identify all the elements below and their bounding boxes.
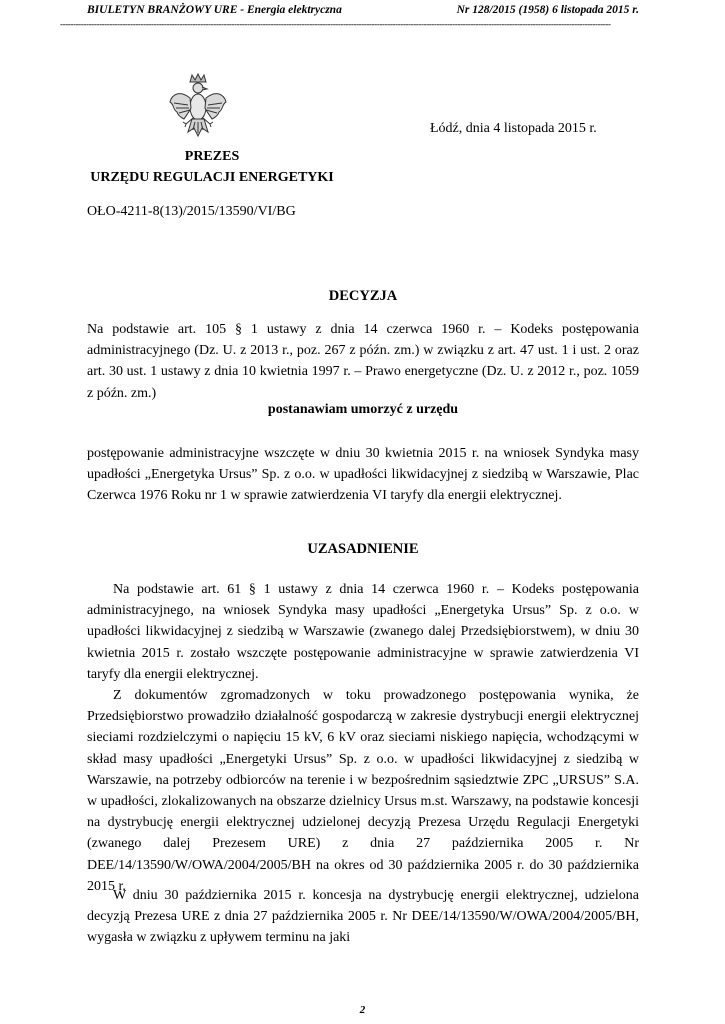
resolution-statement: postanawiam umorzyć z urzędu: [267, 402, 459, 417]
header-divider: --------------------------------------------------------------------------------------------------------------------------------------------------------------------------------------------------------------------: [60, 20, 611, 28]
bulletin-title: BIULETYN BRANŻOWY URE - Energia elektryczna: [87, 4, 342, 16]
issuer-office: URZĘDU REGULACJI ENERGETYKI: [90, 170, 334, 185]
reference-number: OŁO-4211-8(13)/2015/13590/VI/BG: [87, 204, 296, 219]
polish-eagle-emblem-icon: [168, 72, 228, 140]
decision-paragraph: postępowanie administracyjne wszczęte w dniu 30 kwietnia 2015 r. na wniosek Syndyka masy upadłości „Energetyka Ursus” Sp. z o.o. w upadłości likwidacyjnej z siedzibą w Warszawie, Plac Czerwca 1976 Roku nr 1 w sprawie zatwierdzenia VI taryfy dla energii elektrycznej.: [87, 446, 639, 504]
justification-heading: UZASADNIENIE: [307, 541, 419, 557]
legal-basis-paragraph: Na podstawie art. 105 § 1 ustawy z dnia 14 czerwca 1960 r. – Kodeks postępowania administracyjnego (Dz. U. z 2013 r., poz. 267 z późn. zm.) w związku z art. 47 ust. 1 i ust. 2 oraz art. 30 ust. 1 ustawy z dnia 10 kwietnia 1997 r. – Prawo energetyczne (Dz. U. z 2012 r., poz. 1059 z późn. zm.): [87, 322, 639, 401]
bulletin-header: [87, 4, 639, 20]
page-number: 2: [359, 1004, 366, 1016]
decision-heading: DECYZJA: [328, 288, 398, 304]
bulletin-issue: Nr 128/2015 (1958) 6 listopada 2015 r.: [456, 4, 639, 16]
place-date: Łódź, dnia 4 listopada 2015 r.: [430, 121, 597, 136]
justification-paragraph: Z dokumentów zgromadzonych w toku prowadzonego postępowania wynika, że Przedsiębiorstwo prowadziło działalność gospodarczą w zakresie dystrybucji energii elektrycznej sieciami rozdzielczymi o napięciu 15 kV, 6 kV oraz sieciami niskiego napięcia, wchodzącymi w skład masy upadłości „Energetyki Ursus” Sp. z o.o. w upadłości likwidacyjnej z siedzibą w Warszawie, na potrzeby odbiorców na terenie i w bezpośrednim sąsiedztwie ZPC „URSUS” S.A. w upadłości, zlokalizowanych na obszarze dzielnicy Ursus m.st. Warszawy, na podstawie koncesji na dystrybucję energii elektrycznej udzielonej decyzją Prezesa Urzędu Regulacji Energetyki (zwanego dalej Prezesem URE) z dnia 27 października 2005 r. Nr DEE/14/13590/W/OWA/2004/2005/BH na okres od 30 października 2005 r. do 30 października 2015 r.: [87, 688, 639, 894]
justification-paragraph: Na podstawie art. 61 § 1 ustawy z dnia 14 czerwca 1960 r. – Kodeks postępowania administracyjnego, na wniosek Syndyka masy upadłości „Energetyka Ursus” Sp. z o.o. w upadłości likwidacyjnej z siedzibą w Warszawie (zwanego dalej Przedsiębiorstwem), w dniu 30 kwietnia 2015 r. zostało wszczęte postępowanie administracyjne w sprawie zatwierdzenia VI taryfy dla energii elektrycznej.: [87, 582, 639, 682]
issuer-title: PREZES: [184, 149, 240, 164]
justification-paragraph: W dniu 30 października 2015 r. koncesja na dystrybucję energii elektrycznej, udzielona decyzją Prezesa URE z dnia 27 października 2005 r. Nr DEE/14/13590/W/OWA/2004/2005/BH, wygasła w związku z upływem terminu na jaki: [87, 888, 639, 946]
